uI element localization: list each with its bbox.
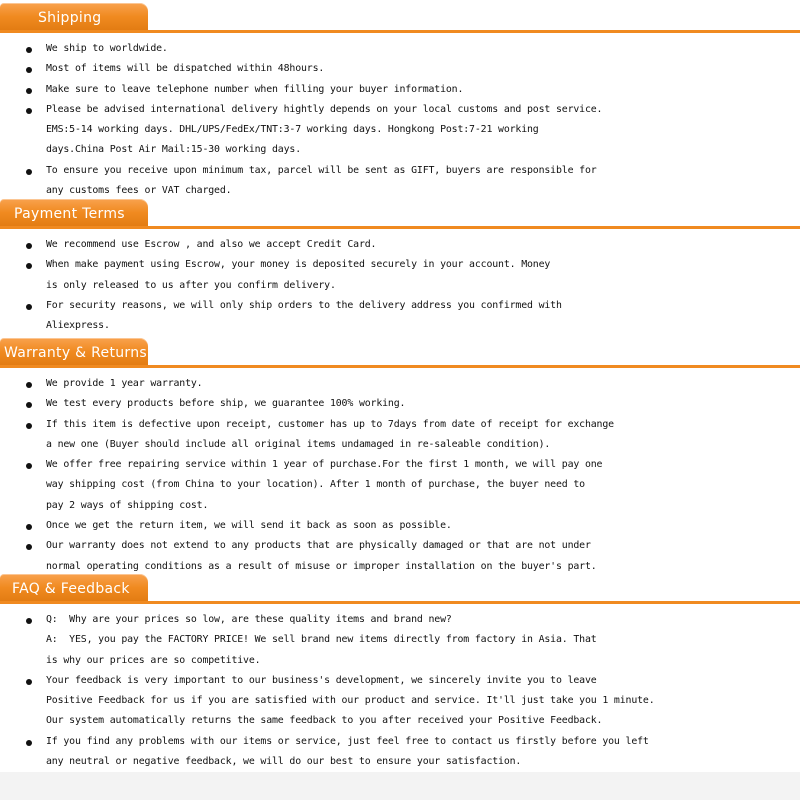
list-item-text: Aliexpress. [46,320,110,332]
list-item-text: Our warranty does not extend to any products that are physically damaged or that are not under [46,540,591,552]
bullet-icon [26,679,32,685]
list-item [24,59,794,79]
bullet-icon [26,382,32,388]
warranty-header [0,338,800,368]
list-item-text: We offer free repairing service within 1 year of purchase.For the first 1 month, we will pay one [46,459,603,471]
section-divider [0,365,800,368]
list-item [24,671,794,732]
list-item-text: We recommend use Escrow , and also we accept Credit Card. [46,239,377,250]
list-item [24,732,794,773]
section-divider [0,30,800,33]
list-item [24,455,794,516]
list-item-text: any neutral or negative feedback, we will do our best to ensure your satisfaction. [46,756,522,768]
list-item-text: a new one (Buyer should include all original items undamaged in re-saleable condition). [46,438,551,450]
payment-section [0,199,800,336]
list-item-text: any customs fees or VAT charged. [46,185,232,197]
list-item [24,394,794,414]
list-item-text: Your feedback is very important to our business's development, we sincerely invite you to leave [46,674,597,686]
bullet-icon [26,544,32,550]
list-item-text: If you find any problems with our items or service, just feel free to contact us firstly before you left [46,735,649,747]
bullet-icon [26,67,32,73]
shipping-tab: Shipping [0,3,148,33]
shipping-header [0,3,800,33]
list-item [24,80,794,100]
list-item-text: Positive Feedback for us if you are satisfied with our product and service. It'll just take you 1 minute. [46,695,655,707]
list-item-text: Our system automatically returns the same feedback to you after received your Positive Feedback. [46,715,603,727]
shipping-section [0,3,800,201]
list-item [24,100,794,161]
bullet-icon [26,463,32,469]
list-item [24,161,794,202]
list-item-text: We provide 1 year warranty. [46,378,203,389]
payment-header [0,199,800,229]
list-item [24,415,794,456]
payment-terms-tab: Payment Terms [0,199,148,229]
list-item-text: If this item is defective upon receipt, customer has up to 7days from date of receipt for exchange [46,418,614,430]
list-item [24,374,794,394]
list-item [24,39,794,59]
bullet-icon [26,47,32,53]
list-item-text: days.China Post Air Mail:15-30 working days. [46,144,301,156]
faq-list [0,610,800,772]
bullet-icon [26,304,32,310]
list-item [24,536,794,577]
section-divider [0,601,800,604]
list-item-text: way shipping cost (from China to your location). After 1 month of purchase, the buyer need to [46,479,585,491]
bullet-icon [26,740,32,746]
section-divider [0,226,800,229]
list-item-text: Most of items will be dispatched within 48hours. [46,63,325,75]
warranty-returns-tab: Warranty & Returns [0,338,148,368]
bullet-icon [26,243,32,249]
bullet-icon [26,423,32,429]
list-item [24,296,794,337]
list-item-text: When make payment using Escrow, your money is deposited securely in your account. Money [46,259,551,271]
bullet-icon [26,618,32,624]
list-item-text: To ensure you receive upon minimum tax, parcel will be sent as GIFT, buyers are responsible for [46,164,597,176]
bullet-icon [26,402,32,408]
bullet-icon [26,88,32,94]
list-item-text: Please be advised international delivery hightly depends on your local customs and post service. [46,103,603,115]
list-item-text: We ship to worldwide. [46,43,168,54]
list-item [24,610,794,671]
warranty-section [0,338,800,577]
list-item-text: For security reasons, we will only ship orders to the delivery address you confirmed with [46,299,562,311]
list-item-text: Once we get the return item, we will send it back as soon as possible. [46,520,452,532]
list-item [24,235,794,255]
bottom-strip [0,772,800,800]
list-item-text: pay 2 ways of shipping cost. [46,499,209,511]
list-item [24,255,794,296]
list-item-text: EMS:5-14 working days. DHL/UPS/FedEx/TNT:3-7 working days. Hongkong Post:7-21 working [46,124,539,136]
payment-list [0,235,800,336]
bullet-icon [26,524,32,530]
bullet-icon [26,108,32,114]
faq-header [0,574,800,604]
shipping-list [0,39,800,201]
list-item-text: is why our prices are so competitive. [46,654,261,666]
list-item-text: normal operating conditions as a result of misuse or improper installation on the buyer's part. [46,560,597,572]
list-item-text: We test every products before ship, we guarantee 100% working. [46,398,406,410]
warranty-list [0,374,800,577]
list-item [24,516,794,536]
list-item-text: Make sure to leave telephone number when filling your buyer information. [46,83,464,95]
faq-section [0,574,800,772]
bullet-icon [26,263,32,269]
faq-feedback-tab: FAQ & Feedback [0,574,148,604]
list-item-text: Q: Why are your prices so low, are these quality items and brand new? [46,614,452,625]
list-item-text: A: YES, you pay the FACTORY PRICE! We sell brand new items directly from factory in Asia. That [46,634,597,646]
bullet-icon [26,169,32,175]
list-item-text: is only released to us after you confirm delivery. [46,279,336,291]
